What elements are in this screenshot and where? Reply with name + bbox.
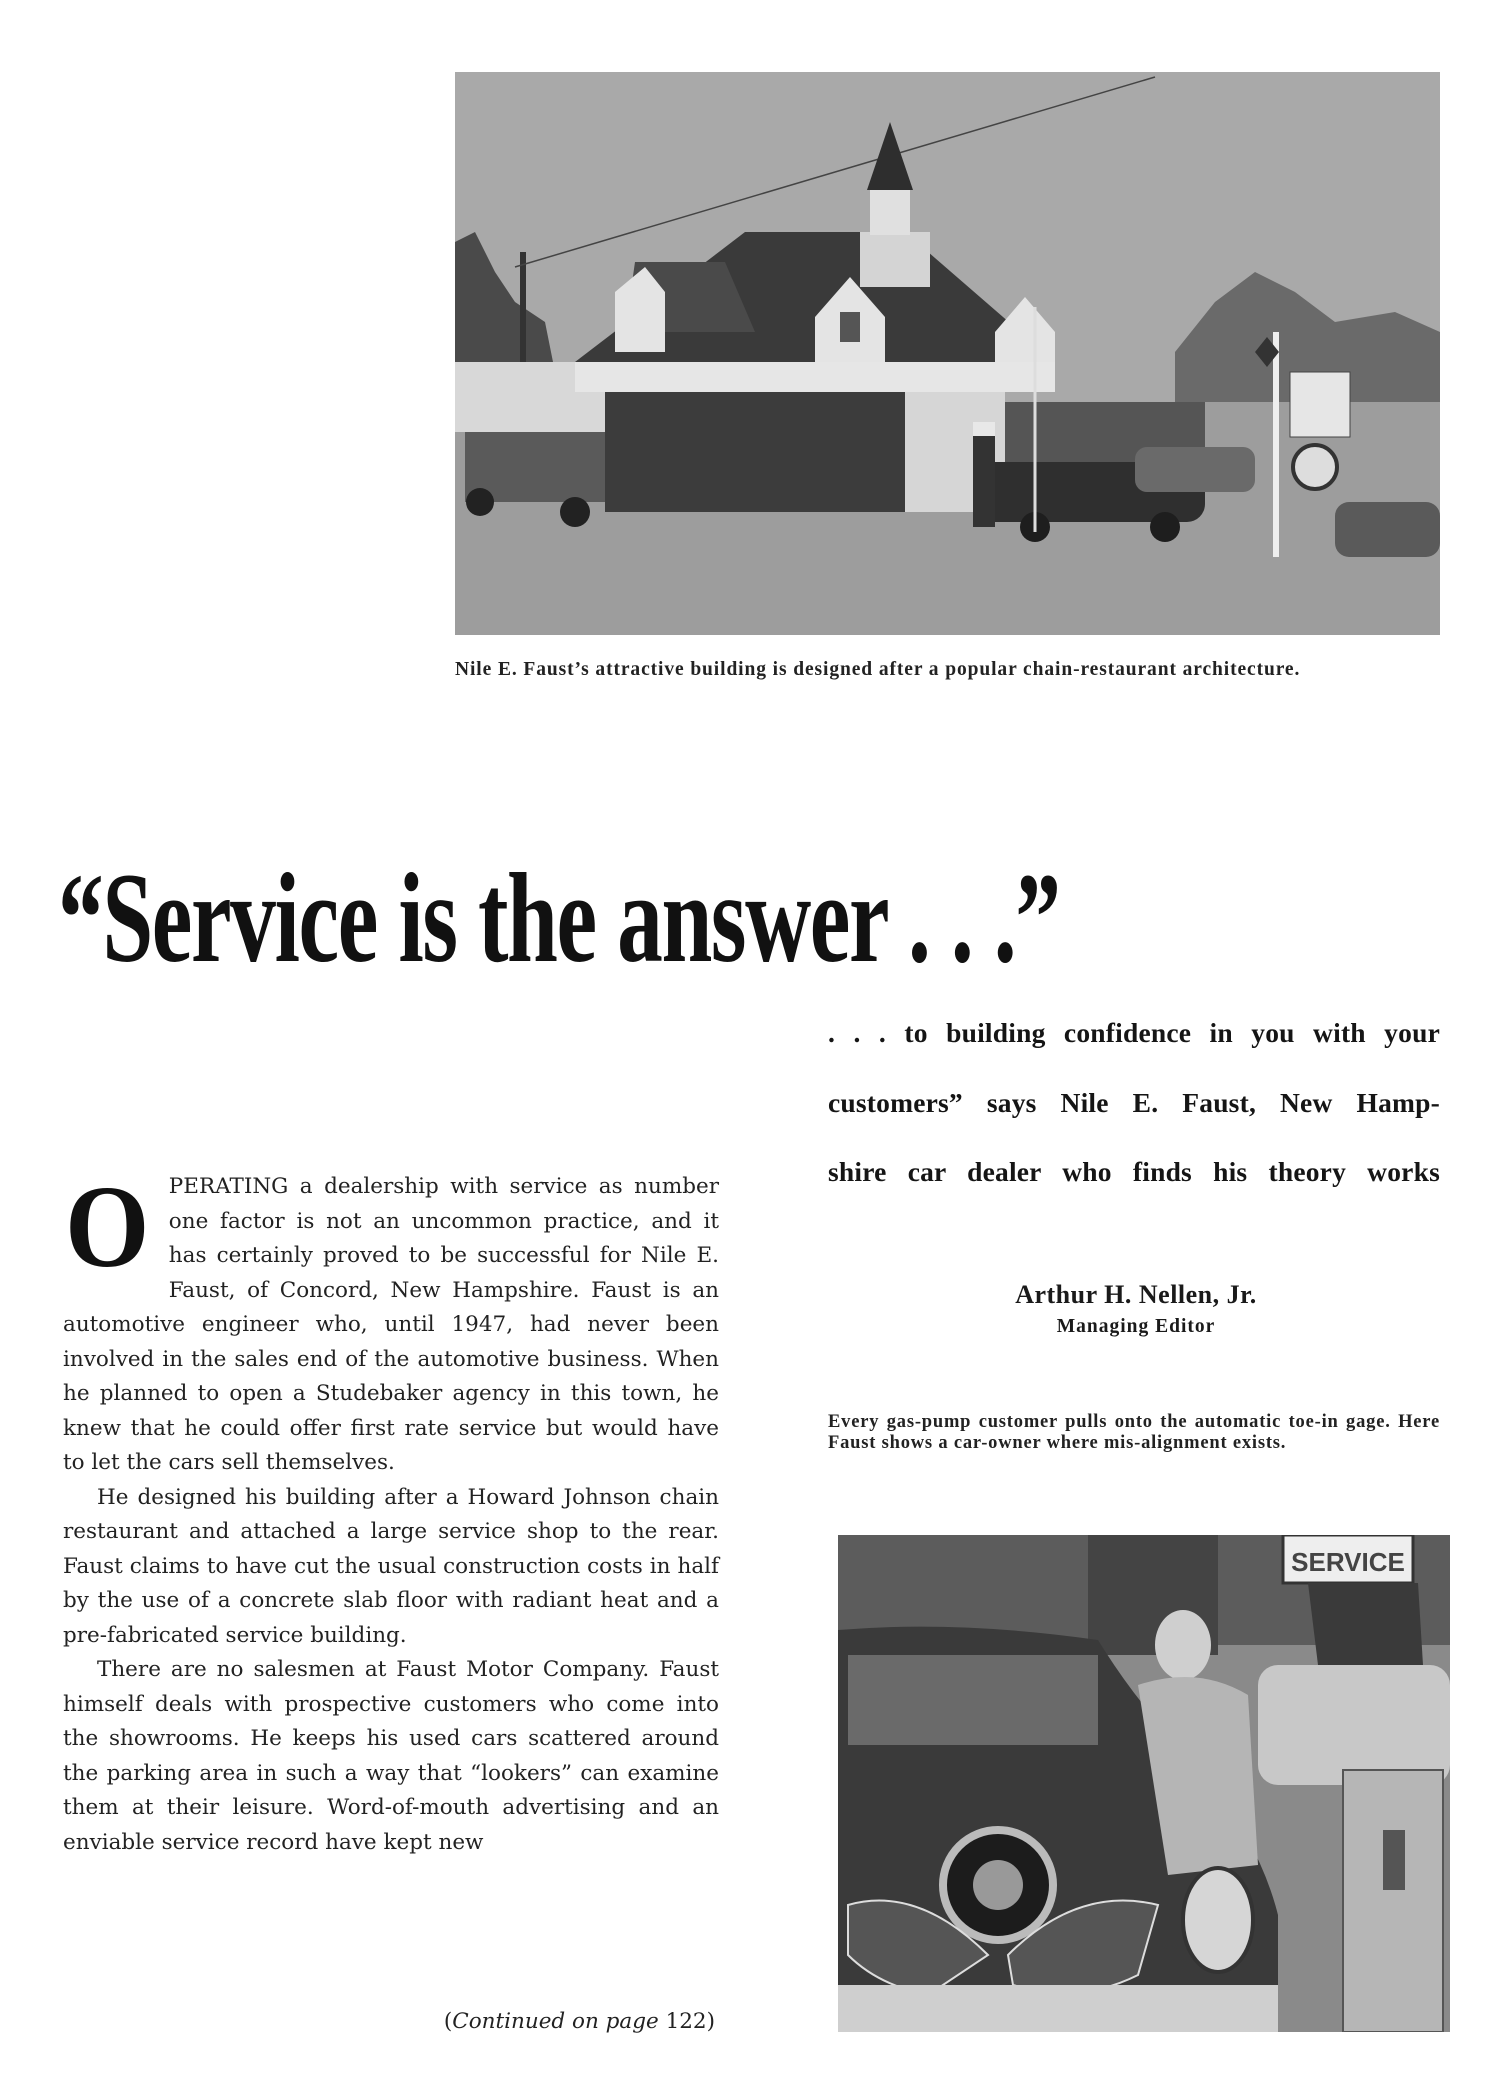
article-paragraph-text: PERATING a dealership with service as number one factor is not an uncommon practice, and it has certainly proved to be successful for Nile E. Faust, of Concord, New Hampshire. Faust is an automotive engineer who, until 1947, had never been involved in the sales end of the automotive business. When he planned to open a Studebaker agency in this town, he knew that he could offer first rate service but would have to let the cars sell themselves.: [63, 1174, 719, 1475]
continued-label: Continued on page: [452, 2009, 659, 2034]
article-body: [63, 1161, 719, 1860]
service-sign-text: SERVICE: [1291, 1547, 1405, 1577]
subtitle-line: shire car dealer who finds his theory works: [828, 1156, 1440, 1187]
building-photo-illustration: [455, 72, 1440, 635]
toe-in-gage-photo-caption: Every gas-pump customer pulls onto the automatic toe-in gage. Here Faust shows a car-owner where mis-alignment exists.: [828, 1412, 1440, 1453]
drop-cap: O: [65, 1161, 150, 1292]
article-title: “Service is the answer . . .”: [58, 847, 1060, 989]
toe-in-gage-photo: [838, 1535, 1450, 2032]
continued-page-number: 122: [665, 2009, 707, 2034]
toe-in-gage-photo-illustration: [838, 1535, 1450, 2032]
subtitle-line: . . . to building confidence in you with your: [828, 1017, 1440, 1048]
author-role: Managing Editor: [1056, 1316, 1216, 1337]
article-paragraph: [63, 1161, 719, 1481]
continued-note[interactable]: (Continued on page 122): [443, 2009, 715, 2034]
article-paragraph: There are no salesmen at Faust Motor Company. Faust himself deals with prospective customers who come into the showrooms. He keeps his used cars scattered around the parking area in such a way that “lookers” can examine them at their leisure. Word-of-mouth advertising and an enviable service record have kept new: [63, 1657, 719, 1855]
subtitle-line: customers” says Nile E. Faust, New Hamp-: [828, 1087, 1440, 1118]
building-photo: [455, 72, 1440, 635]
building-photo-caption: Nile E. Faust’s attractive building is designed after a popular chain-restaurant architecture.: [455, 659, 1301, 680]
author-name: Arthur H. Nellen, Jr.: [1015, 1280, 1257, 1309]
article-paragraph: He designed his building after a Howard Johnson chain restaurant and attached a large service shop to the rear. Faust claims to have cut the usual construction costs in half by the use of a concrete slab floor with radiant heat and a pre-fabricated service building.: [63, 1484, 719, 1648]
